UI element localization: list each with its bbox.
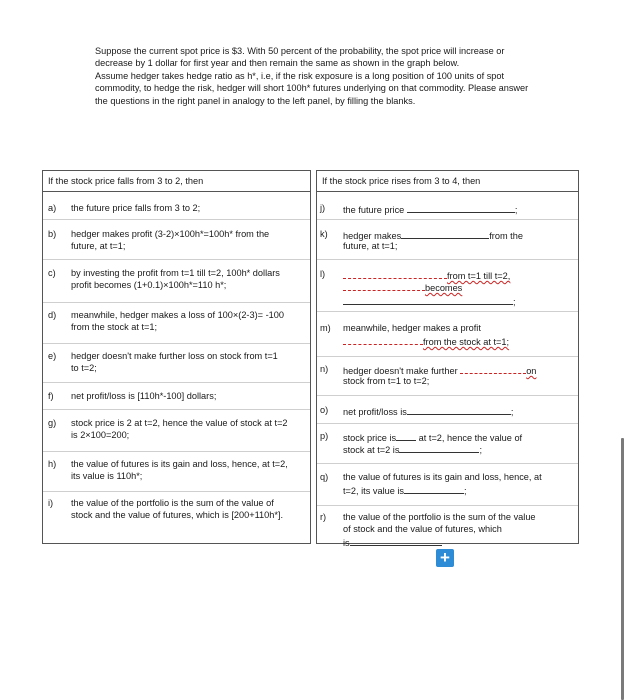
left-item-a: [48, 202, 303, 216]
item-text-2: from the stock at t=1;: [71, 322, 158, 332]
item-text-on: on: [526, 366, 537, 376]
item-text-2: from the stock at t=1;: [423, 337, 510, 347]
blank-field-n[interactable]: [460, 363, 526, 374]
blank-field-l2[interactable]: [343, 280, 425, 291]
row-divider: [43, 491, 310, 492]
left-item-e: [48, 350, 303, 376]
item-text: hedger makes profit (3-2)×100h*=100h* from the: [71, 229, 270, 239]
left-item-g: [48, 417, 308, 443]
row-divider: [317, 463, 578, 464]
blank-field-l3[interactable]: [343, 294, 513, 305]
item-letter: f): [48, 391, 54, 401]
right-item-o: [320, 404, 575, 418]
row-divider: [317, 423, 578, 424]
row-divider: [317, 505, 578, 506]
left-item-h: [48, 458, 308, 484]
item-text: hedger doesn't make further loss on stock from t=1: [71, 351, 278, 361]
item-letter: k): [320, 229, 328, 239]
row-divider: [43, 409, 310, 410]
right-item-k: [320, 228, 575, 254]
right-item-p: [320, 430, 575, 456]
item-text: the future price: [343, 205, 405, 215]
item-end: ;: [479, 445, 482, 455]
item-letter: m): [320, 323, 331, 333]
blank-field-k[interactable]: [401, 228, 489, 239]
item-text-2: future, at t=1;: [343, 241, 398, 251]
item-body-3: [343, 294, 516, 308]
left-item-b: [48, 228, 303, 254]
item-text: becomes: [425, 283, 463, 293]
item-text-2: is 2×100=200;: [71, 430, 130, 440]
item-text-2: stock at t=2 is: [343, 445, 400, 455]
right-item-q: [320, 471, 575, 497]
item-end: ;: [514, 205, 518, 215]
row-divider: [317, 356, 578, 357]
intro-paragraph-1: Suppose the current spot price is $3. With 50 percent of the probability, the spot price will increase or decrease by 1 dollar for first year and then remain the same as shown in the graph below.: [95, 46, 505, 69]
item-text: stock price is: [343, 433, 397, 443]
problem-intro: [95, 45, 540, 107]
row-divider: [43, 302, 310, 303]
item-text: net profit/loss is [110h*-100] dollars;: [71, 391, 217, 401]
item-text: meanwhile, hedger makes a loss of 100×(2-3)= -100: [71, 310, 284, 320]
left-item-d: [48, 309, 303, 335]
right-panel-header: If the stock price rises from 3 to 4, then: [317, 171, 578, 192]
item-text-2: of stock and the value of futures, which: [343, 524, 502, 534]
scrollbar[interactable]: [621, 438, 624, 700]
row-divider: [43, 219, 310, 220]
item-text: the value of the portfolio is the sum of the value of: [71, 498, 274, 508]
item-end: ;: [464, 486, 467, 496]
blank-field-m[interactable]: [343, 334, 423, 345]
item-body-2: [343, 334, 509, 348]
item-text: hedger doesn't make further: [343, 366, 458, 376]
item-text: hedger makes: [343, 231, 402, 241]
item-letter: a): [48, 203, 57, 213]
left-item-c: [48, 267, 308, 293]
row-divider: [43, 259, 310, 260]
row-divider: [317, 219, 578, 220]
item-letter: h): [48, 459, 57, 469]
item-end: ;: [510, 407, 514, 417]
add-button[interactable]: +: [436, 549, 454, 567]
right-panel: [316, 170, 579, 548]
row-divider: [43, 451, 310, 452]
item-body: [343, 202, 517, 216]
item-letter: e): [48, 351, 57, 361]
item-text-b: at t=2, hence the value of: [418, 433, 523, 443]
item-text-2: stock and the value of futures, which is [200+110h*].: [71, 510, 284, 520]
blank-field-o[interactable]: [407, 404, 511, 415]
item-end: from the: [489, 231, 523, 241]
item-text: stock price is 2 at t=2, hence the value of stock at t=2: [71, 418, 288, 428]
item-text: the value of futures is its gain and loss, hence, at t=2,: [71, 459, 288, 469]
item-letter: l): [320, 269, 326, 279]
right-item-l: [320, 268, 575, 308]
item-text: the future price falls from 3 to 2;: [71, 203, 201, 213]
item-text-2: its value is 110h*;: [71, 471, 143, 481]
blank-field-p1[interactable]: [396, 430, 416, 441]
left-item-f: [48, 390, 303, 404]
intro-paragraph-2: Assume hedger takes hedge ratio as h*, i.e, if the risk exposure is a long position of 100 units of spot commodity, to hedge the risk, hedger will short 100h* futures underlying on that commodity. Please answer the questions in the right panel in analogy to the left panel, by filling the blanks.: [95, 70, 529, 106]
blank-field-l1[interactable]: [343, 268, 447, 279]
right-item-j: [320, 202, 575, 216]
item-text: the value of futures is its gain and loss, hence, at: [343, 472, 542, 482]
item-text-2: to t=2;: [71, 363, 97, 373]
item-text: from t=1 till t=2,: [447, 271, 511, 281]
right-item-n: [320, 363, 575, 389]
item-letter: d): [48, 310, 57, 320]
blank-field-r[interactable]: [350, 535, 442, 546]
left-panel-header: If the stock price falls from 3 to 2, then: [43, 171, 310, 192]
blank-field-j[interactable]: [407, 202, 515, 213]
item-text-2: t=2, its value is: [343, 486, 405, 496]
item-text-2: profit becomes (1+0.1)×100h*=110 h*;: [71, 280, 227, 290]
item-letter: b): [48, 229, 57, 239]
item-letter: n): [320, 364, 329, 374]
item-body-2: [343, 280, 462, 294]
item-text: the value of the portfolio is the sum of the value: [343, 512, 536, 522]
item-text-3: is: [343, 538, 350, 548]
item-text-2: stock from t=1 to t=2;: [343, 376, 430, 386]
item-text-2: future, at t=1;: [71, 241, 126, 251]
left-panel: [42, 170, 311, 544]
item-letter: r): [320, 512, 327, 522]
left-item-i: [48, 497, 308, 523]
right-item-m: [320, 322, 575, 348]
item-text: by investing the profit from t=1 till t=2, 100h* dollars: [71, 268, 280, 278]
item-letter: i): [48, 498, 54, 508]
right-item-r: [320, 511, 575, 549]
item-text: meanwhile, hedger makes a profit: [343, 323, 481, 333]
item-letter: p): [320, 431, 329, 441]
blank-field-q[interactable]: [404, 483, 464, 494]
item-text: net profit/loss is: [343, 407, 407, 417]
blank-field-p2[interactable]: [399, 442, 479, 453]
item-body-2: [343, 483, 467, 497]
row-divider: [317, 395, 578, 396]
item-letter: q): [320, 472, 329, 482]
row-divider: [317, 259, 578, 260]
item-end: ;: [513, 297, 516, 307]
row-divider: [43, 382, 310, 383]
item-letter: j): [320, 203, 326, 213]
row-divider: [317, 311, 578, 312]
item-body-2: [343, 442, 482, 456]
item-letter: c): [48, 268, 56, 278]
row-divider: [43, 343, 310, 344]
item-body: [343, 404, 513, 418]
item-body-3: [343, 535, 442, 549]
item-letter: o): [320, 405, 329, 415]
item-letter: g): [48, 418, 57, 428]
